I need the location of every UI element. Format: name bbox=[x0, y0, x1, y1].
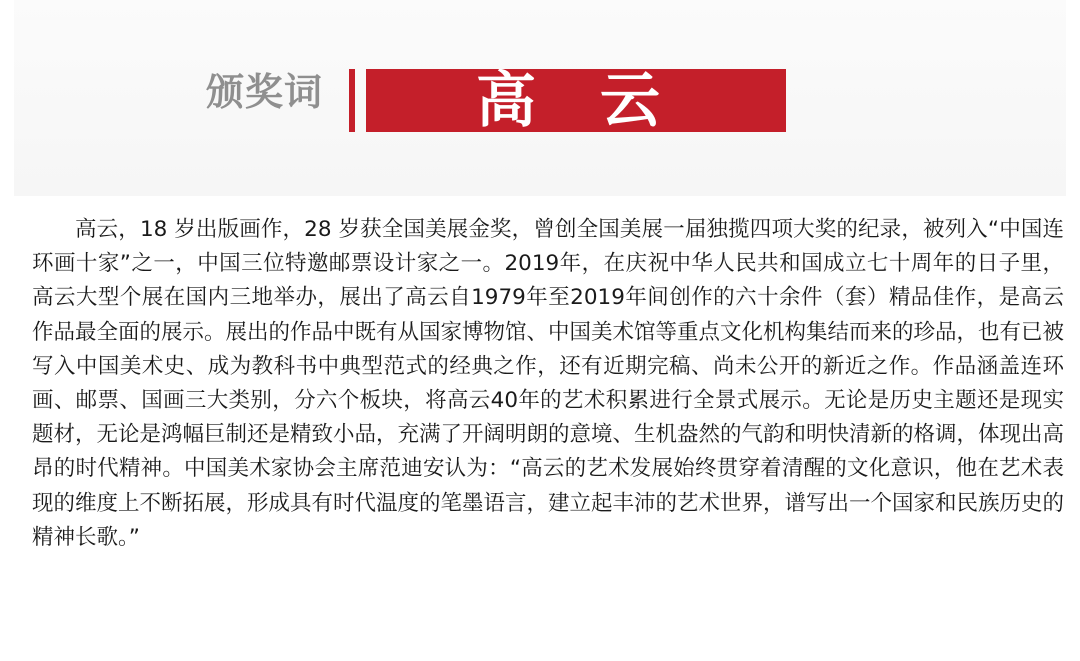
honoree-name: 高云 bbox=[476, 66, 724, 136]
citation-paragraph: 高云，18 岁出版画作，28 岁获全国美展金奖，曾创全国美展一届独揽四项大奖的纪录，被列入“中国连环画十家”之一，中国三位特邀邮票设计家之一。2019年，在庆祝中华人民共和国成立七十周年的日子里，高云大型个展在国内三地举办，展出了高云自1979年至2019年间创作的六十余件（套）精品佳作，是高云作品最全面的展示。展出的作品中既有从国家博物馆、中国美术馆等重点文化机构集结而来的珍品，也有已被写入中国美术史、成为教科书中典型范式的经典之作，还有近期完稿、尚未公开的新近之作。作品涵盖连环画、邮票、国画三大类别，分六个板块，将高云40年的艺术积累进行全景式展示。无论是历史主题还是现实题材，无论是鸿幅巨制还是精致小品，充满了开阔明朗的意境、生机盎然的气韵和明快清新的格调，体现出高昂的时代精神。中国美术家协会主席范迪安认为：“高云的艺术发展始终贯穿着清醒的文化意识，他在艺术表现的维度上不断拓展，形成具有时代温度的笔墨语言，建立起丰沛的艺术世界，谱写出一个国家和民族历史的精神长歌。” bbox=[32, 217, 1065, 550]
award-label: 颁奖词 bbox=[206, 69, 324, 114]
accent-divider-bar bbox=[349, 69, 355, 132]
